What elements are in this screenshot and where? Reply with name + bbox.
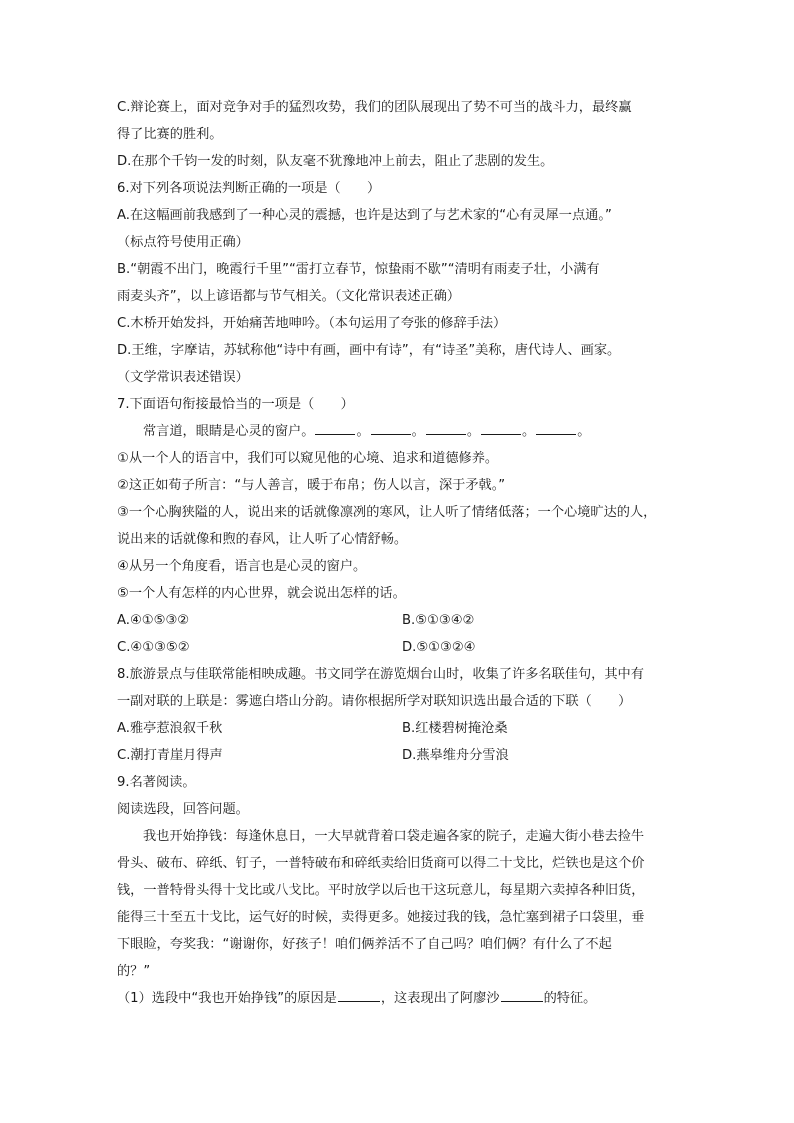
- q7-option-b: B.⑤①③④②: [402, 613, 475, 628]
- q6-stem: 6.对下列各项说法判断正确的一项是（ ）: [117, 181, 381, 196]
- q9-sub1-part2: ，这表现出了阿廖沙: [380, 991, 500, 1006]
- q7-item-4: ④从另一个角度看，语言也是心灵的窗户。: [117, 559, 367, 574]
- q5-option-d: D.在那个千钧一发的时刻，队友毫不犹豫地冲上前去，阻止了悲剧的发生。: [117, 154, 554, 169]
- q6-option-a-line2: （标点符号使用正确）: [117, 235, 249, 250]
- q9-sub1-blank-2: [501, 986, 543, 1002]
- q8-options-row-2: [117, 742, 687, 769]
- q5-option-c-line2: 得了比赛的胜利。: [117, 127, 223, 142]
- q9-instruction: 阅读选段，回答问题。: [117, 802, 249, 817]
- q7-item-3-line1: ③一个心胸狭隘的人，说出来的话就像凛冽的寒风，让人听了情绪低落；一个心境旷达的人，: [117, 505, 657, 520]
- q7-blank-4: [481, 419, 521, 435]
- q8-stem-line1: 8.旅游景点与佳联常能相映成趣。书文同学在游览烟台山时，收集了许多名联佳句，其中有: [117, 667, 644, 682]
- q7-blank-1: [315, 419, 355, 435]
- q7-sep-3: 。: [466, 424, 480, 439]
- q9-passage-line1: 我也开始挣钱：每逢休息日，一大早就背着口袋走遍各家的院子，走遍大街小巷去捡牛: [143, 829, 645, 844]
- q7-lead-sentence: [117, 418, 687, 445]
- q7-options-row-2: [117, 634, 687, 661]
- q7-sep-5: 。: [577, 424, 591, 439]
- q7-option-a: A.④①⑤③②: [117, 613, 190, 628]
- q6-option-d-line2: （文学常识表述错误）: [117, 370, 249, 385]
- q7-option-d: D.⑤①③②④: [402, 640, 476, 655]
- q6-option-b-line1: B.“朝霞不出门，晚霞行千里”“雷打立春节，惊蛰雨不歇”“清明有雨麦子壮，小满有: [117, 262, 600, 277]
- q7-option-c: C.④①③⑤②: [117, 640, 190, 655]
- q7-sep-4: 。: [522, 424, 536, 439]
- q9-stem: 9.名著阅读。: [117, 775, 196, 790]
- q9-passage-line2: 骨头、破布、碎纸、钉子，一普特破布和碎纸卖给旧货商可以得二十戈比，烂铁也是这个价: [117, 856, 645, 871]
- q7-options-row-1: [117, 607, 687, 634]
- q6-option-d-line1: D.王维，字摩诘，苏轼称他“诗中有画，画中有诗”，有“诗圣”美称，唐代诗人、画家。: [117, 343, 621, 358]
- q5-option-c-line1: C.辩论赛上，面对竞争对手的猛烈攻势，我们的团队展现出了势不可当的战斗力，最终赢: [117, 100, 632, 115]
- q9-subquestion-1: [117, 985, 687, 1012]
- q7-blank-3: [426, 419, 466, 435]
- q9-passage-line3: 钱，一普特骨头得十戈比或八戈比。平时放学以后也干这玩意儿，每星期六卖掉各种旧货，: [117, 883, 645, 898]
- q7-sep-2: 。: [411, 424, 425, 439]
- q7-item-1: ①从一个人的语言中，我们可以窥见他的心境、追求和道德修养。: [117, 451, 499, 466]
- q9-passage-line6: 的？”: [117, 964, 151, 979]
- q8-option-b: B.红楼碧树掩沧桑: [402, 721, 508, 736]
- q6-option-c: C.木桥开始发抖，开始痛苦地呻吟。（本句运用了夸张的修辞手法）: [117, 316, 507, 331]
- q8-option-a: A.雅亭惹浪叙千秋: [117, 721, 223, 736]
- q8-option-c: C.潮打青崖月得声: [117, 748, 223, 763]
- q8-option-d: D.燕皋维舟分雪浪: [402, 748, 509, 763]
- q7-item-5: ⑤一个人有怎样的内心世界，就会说出怎样的话。: [117, 586, 406, 601]
- q6-option-b-line2: 雨麦头齐”，以上谚语都与节气相关。（文化常识表述正确）: [117, 289, 461, 304]
- exam-page: [117, 94, 687, 1012]
- q9-sub1-blank-1: [338, 986, 380, 1002]
- q7-lead-text: 常言道，眼睛是心灵的窗户。: [143, 424, 315, 439]
- q9-sub1-part1: （1）选段中“我也开始挣钱”的原因是: [117, 991, 337, 1006]
- q7-sep-1: 。: [356, 424, 370, 439]
- q7-item-3-line2: 说出来的话就像和煦的春风，让人听了心情舒畅。: [117, 532, 408, 547]
- q7-stem: 7.下面语句衔接最恰当的一项是（ ）: [117, 397, 354, 412]
- q8-options-row-1: [117, 715, 687, 742]
- q7-blank-2: [371, 419, 411, 435]
- q6-option-a-line1: A.在这幅画前我感到了一种心灵的震撼，也许是达到了与艺术家的“心有灵犀一点通。”: [117, 208, 612, 223]
- q7-blank-5: [536, 419, 576, 435]
- q7-item-2: ②这正如荀子所言：“与人善言，暖于布帛；伤人以言，深于矛戟。”: [117, 478, 506, 493]
- q8-stem-line2: 一副对联的上联是：雾遮白塔山分韵。请你根据所学对联知识选出最合适的下联（ ）: [117, 694, 632, 709]
- q9-sub1-part3: 的特征。: [543, 991, 597, 1006]
- q9-passage-line5: 下眼睑，夸奖我：“谢谢你，好孩子！咱们俩养活不了自己吗？咱们俩？有什么了不起: [117, 937, 612, 952]
- q9-passage-line4: 能得三十至五十戈比，运气好的时候，卖得更多。她接过我的钱，急忙塞到裙子口袋里，垂: [117, 910, 645, 925]
